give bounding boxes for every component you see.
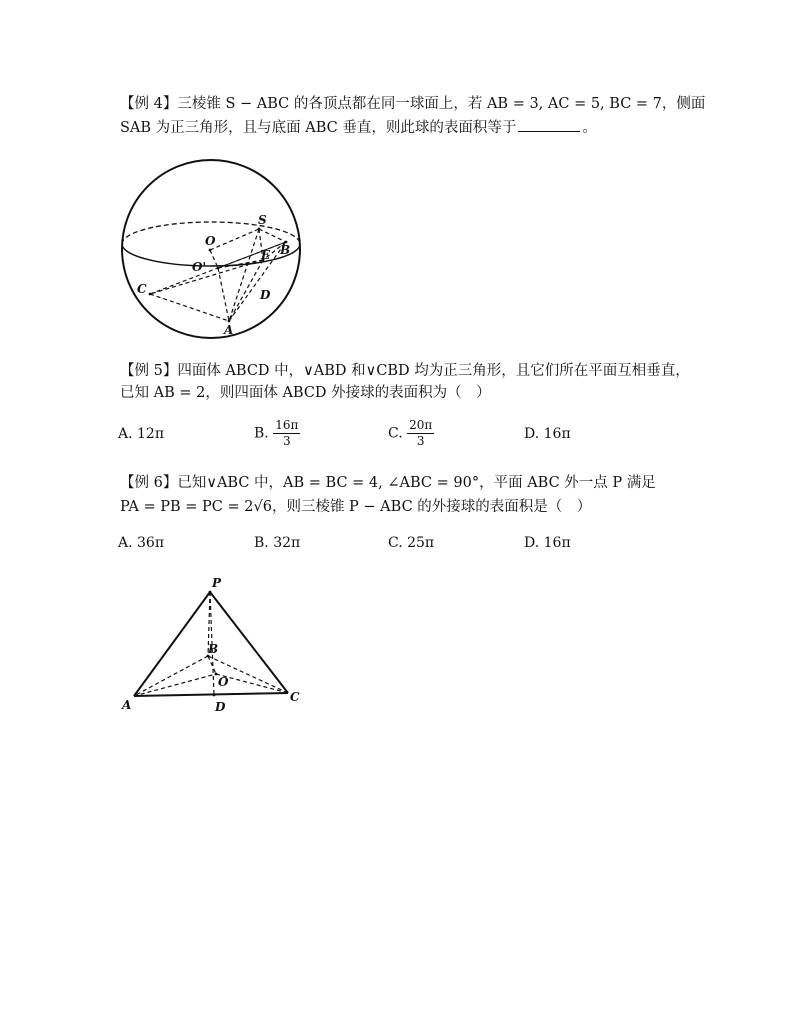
- ex5-option-b-label: B.: [254, 425, 269, 442]
- label-O: O: [218, 675, 229, 689]
- sphere-figure: [118, 156, 304, 342]
- label-C: C: [290, 690, 300, 704]
- label-C: C: [137, 282, 147, 296]
- label-B: B: [280, 243, 291, 257]
- ex5-option-c-label: C.: [388, 425, 403, 442]
- ex5-option-c: [388, 418, 434, 449]
- ex6-option-d: D. 16π: [524, 535, 571, 551]
- ex5-option-a: A. 12π: [118, 426, 165, 442]
- ex6-line1: 【例 6】已知∨ABC 中，AB = BC = 4, ∠ABC = 90°，平面 ABC 外一点 P 满足: [120, 475, 656, 491]
- label-D: D: [260, 288, 271, 302]
- ex5-option-b: [254, 418, 300, 449]
- fraction-numerator: 20π: [409, 418, 433, 432]
- label-S: S: [258, 213, 267, 227]
- label-D: D: [215, 700, 226, 714]
- sphere-internal-lines: [150, 229, 286, 321]
- ex4-line2: [120, 117, 597, 138]
- ex4-line2-text: SAB 为正三角形，且与底面 ABC 垂直，则此球的表面积等于: [120, 120, 517, 136]
- label-E: E: [261, 248, 271, 262]
- ex4-line2-end: 。: [582, 120, 597, 136]
- ex6-option-a: A. 36π: [118, 535, 165, 551]
- fraction-denominator: 3: [416, 434, 425, 448]
- fraction-numerator: 16π: [275, 418, 299, 432]
- label-P: P: [212, 576, 222, 590]
- ex6-option-c: C. 25π: [388, 535, 435, 551]
- label-A: A: [122, 698, 132, 712]
- ex5-line2: 已知 AB = 2，则四面体 ABCD 外接球的表面积为（ ）: [120, 385, 491, 401]
- ex5-option-c-fraction: [407, 418, 434, 449]
- label-B: B: [208, 642, 219, 656]
- sphere-points: [149, 228, 291, 323]
- ex6-line2: PA = PB = PC = 2√6，则三棱锥 P − ABC 的外接球的表面积是（ ）: [120, 499, 592, 515]
- fraction-denominator: 3: [282, 434, 291, 448]
- label-O: O: [205, 234, 216, 248]
- label-A: A: [224, 323, 234, 337]
- ex5-option-d: D. 16π: [524, 426, 571, 442]
- ex4-line1: 【例 4】三棱锥 S − ABC 的各顶点都在同一球面上，若 AB = 3, AC = 5, BC = 7，侧面: [120, 96, 706, 112]
- answer-blank: [518, 117, 580, 132]
- ex6-option-b: B. 32π: [254, 535, 301, 551]
- label-O-prime: O': [192, 260, 207, 274]
- ex5-line1: 【例 5】四面体 ABCD 中，∨ABD 和∨CBD 均为正三角形，且它们所在平面互相垂直，: [120, 363, 690, 379]
- ex5-option-b-fraction: [273, 418, 300, 449]
- tetrahedron-figure: [116, 574, 312, 720]
